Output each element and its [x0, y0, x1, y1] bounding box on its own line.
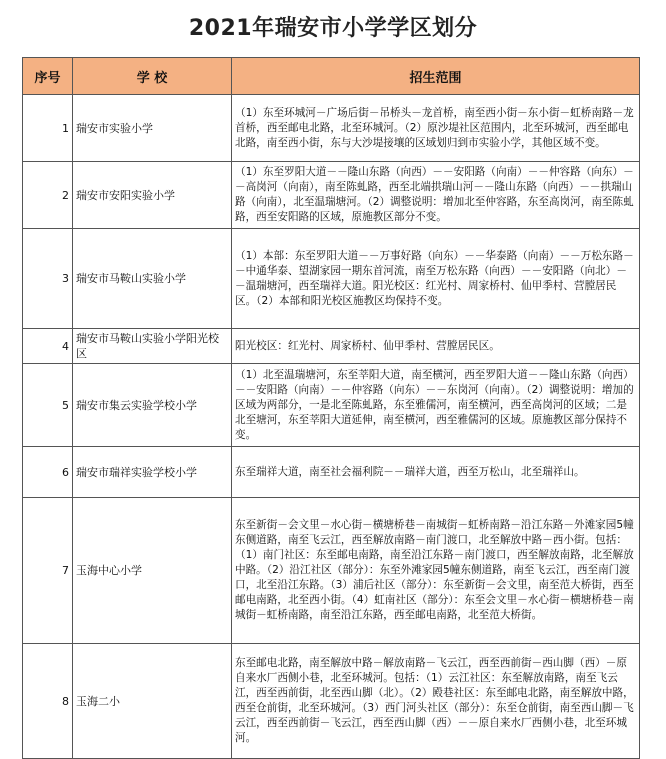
- table-row: [23, 229, 640, 329]
- row-no: 3: [23, 229, 73, 329]
- table-row: [23, 498, 640, 644]
- row-school: 瑞安市实验小学: [73, 95, 232, 162]
- row-range: （1）东至罗阳大道－－隆山东路（向西）－－安阳路（向南）－－仲容路（向东）－－高岗河（向南），南至陈虬路，西至北端拱瑞山河－－隆山东路（向西）－－拱瑞山路（向南），北至温瑞塘河。（2）调整说明：增加北至仲容路，东至高岗河，南至陈虬路，西至安阳路的区域，原施教区部分不变。: [232, 162, 640, 229]
- row-no: 8: [23, 644, 73, 759]
- row-range: 阳光校区：红光村、周家桥村、仙甲季村、营膛居民区。: [232, 329, 640, 364]
- table-row: [23, 329, 640, 364]
- district-table: [22, 57, 640, 759]
- header-range: 招生范围: [232, 58, 640, 95]
- row-school: 瑞安市瑞祥实验学校小学: [73, 447, 232, 498]
- table-row: [23, 95, 640, 162]
- row-school: 瑞安市安阳实验小学: [73, 162, 232, 229]
- row-range: （1）东至环城河－广场后街－吊桥头－龙首桥，南至西小街－东小街－虹桥南路－龙首桥，西至邮电北路，北至环城河。（2）原沙堤社区范围内，北至环城河，西至邮电北路，南至西小街，东与大沙堤接壤的区域划归到市实验小学，其他区域不变。: [232, 95, 640, 162]
- row-no: 2: [23, 162, 73, 229]
- table-row: [23, 162, 640, 229]
- row-no: 7: [23, 498, 73, 644]
- row-no: 1: [23, 95, 73, 162]
- row-range: （1）北至温瑞塘河，东至莘阳大道，南至横河，西至罗阳大道－－隆山东路（向西）－－安阳路（向南）－－仲容路（向东）－－东岗河（向南）。（2）调整说明：增加的区域为两部分，一是北至陈虬路，东至雅儒河，南至横河，西至高岗河的区域；二是北至塘河，东至莘阳大道延伸，南至横河，西至雅儒河的区域。原施教区部分保持不变。: [232, 364, 640, 447]
- row-range: 东至瑞祥大道，南至社会福利院－－瑞祥大道，西至万松山，北至瑞祥山。: [232, 447, 640, 498]
- row-school: 瑞安市集云实验学校小学: [73, 364, 232, 447]
- row-range: 东至邮电北路，南至解放中路－解放南路－飞云江，西至西前街－西山脚（西）－原自来水厂西侧小巷，北至环城河。包括：（1）云江社区：东至解放南路，南至飞云江，西至西前街，北至西山脚（北）。（2）殿巷社区：东至邮电北路，南至解放中路，西至仓前街，北至环城河。（3）西门河头社区（部分）：东至仓前街，南至西山脚－飞云江，西至西前街－飞云江，西至西山脚（西）－－原自来水厂西侧小巷，北至环城河。: [232, 644, 640, 759]
- row-school: 瑞安市马鞍山实验小学阳光校区: [73, 329, 232, 364]
- row-range: 东至新街－会文里－水心街－横塘桥巷－南城街－虹桥南路－沿江东路－外滩家园5幢东侧道路，南至飞云江，西至解放南路－南门渡口，北至解放中路－西小街。包括：（1）南门社区：东至邮电南路，南至沿江东路－南门渡口，西至解放南路，北至解放中路。（2）沿江社区（部分）：东至外滩家园5幢东侧道路，南至飞云江，西至南门渡口，北至沿江东路。（3）浦后社区（部分）：东至新街－会文里，南至范大桥街，西至邮电南路，北至西小街。（4）虹南社区（部分）：东至会文里－水心街－横塘桥巷－南城街－虹桥南路，南至沿江东路，西至邮电南路，北至范大桥街。: [232, 498, 640, 644]
- row-no: 5: [23, 364, 73, 447]
- table-row: [23, 644, 640, 759]
- row-school: 瑞安市马鞍山实验小学: [73, 229, 232, 329]
- page-title: 2021年瑞安市小学学区划分: [188, 15, 478, 41]
- row-range: （1）本部：东至罗阳大道－－万事好路（向东）－－华泰路（向南）－－万松东路－－中通华泰、望湖家园一期东首河流，南至万松东路（向西）－－安阳路（向北）－－温瑞塘河，西至瑞祥大道。阳光校区：红光村、周家桥村、仙甲季村、营膛居民区。（2）本部和阳光校区施教区均保持不变。: [232, 229, 640, 329]
- header-school: 学 校: [73, 58, 232, 95]
- header-no: 序号: [23, 58, 73, 95]
- row-no: 4: [23, 329, 73, 364]
- row-school: 玉海中心小学: [73, 498, 232, 644]
- table-row: [23, 364, 640, 447]
- row-no: 6: [23, 447, 73, 498]
- row-school: 玉海二小: [73, 644, 232, 759]
- table-row: [23, 447, 640, 498]
- table-header-row: [23, 58, 640, 95]
